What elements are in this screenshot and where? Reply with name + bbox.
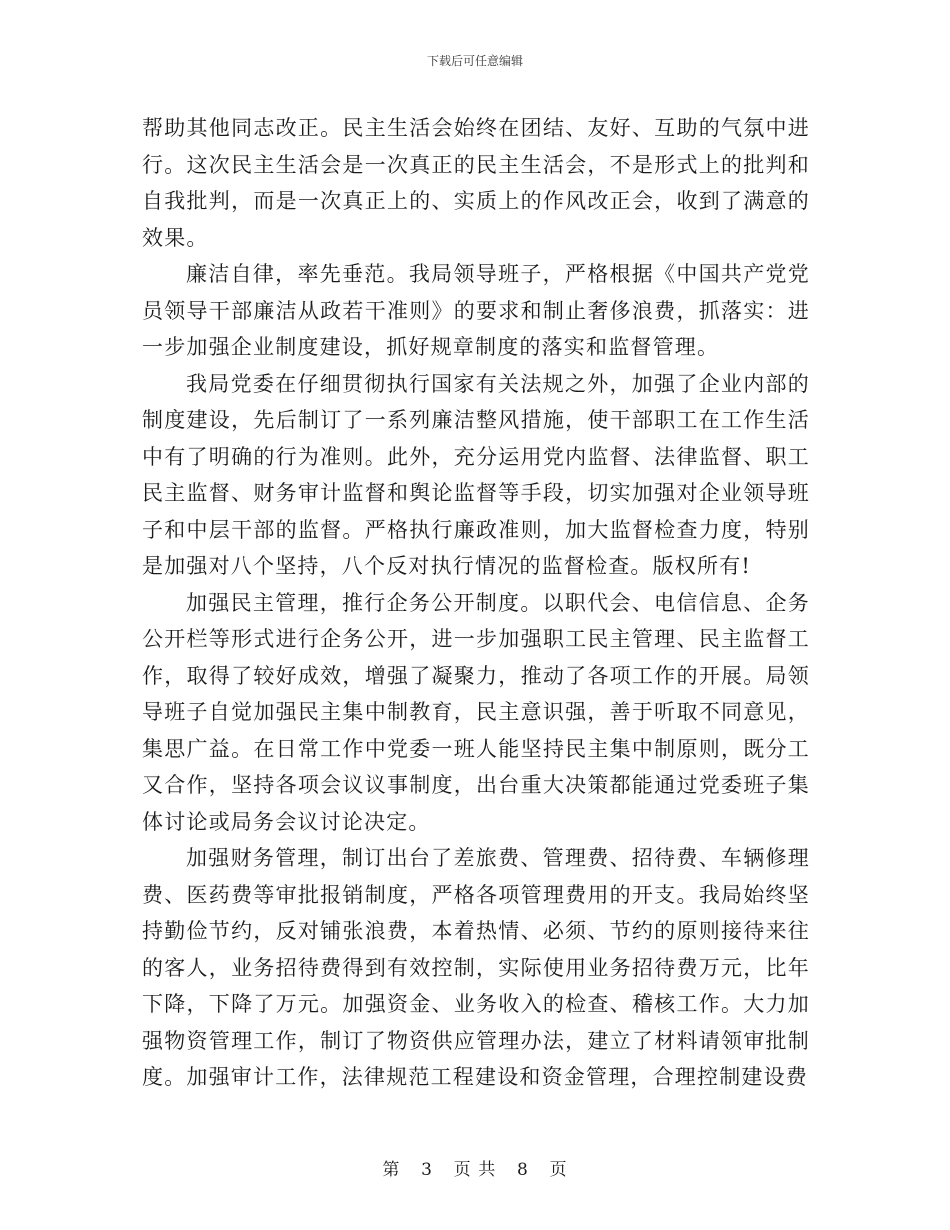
paragraph-3: 我局党委在仔细贯彻执行国家有关法规之外，加强了企业内部的制度建设，先后制订了一系列廉洁整风措施，使干部职工在工作生活中有了明确的行为准则。此外，充分运用党内监督、法律监督、职工民主监督、财务审计监督和舆论监督等手段，切实加强对企业领导班子和中层干部的监督。严格执行廉政准则，加大监督检查力度，特别是加强对八个坚持，八个反对执行情况的监督检查。版权所有! [142, 371, 810, 578]
paragraph-2: 廉洁自律，率先垂范。我局领导班子，严格根据《中国共产党党员领导干部廉洁从政若干准则》的要求和制止奢侈浪费，抓落实：进一步加强企业制度建设，抓好规章制度的落实和监督管理。 [142, 262, 810, 359]
paragraph-1: 帮助其他同志改正。民主生活会始终在团结、友好、互助的气氛中进行。这次民主生活会是一次真正的民主生活会，不是形式上的批判和自我批判，而是一次真正上的、实质上的作风改正会，收到了满意的效果。 [142, 116, 810, 250]
paragraph-4: 加强民主管理，推行企务公开制度。以职代会、电信信息、企务公开栏等形式进行企务公开，进一步加强职工民主管理、民主监督工作，取得了较好成效，增强了凝聚力，推动了各项工作的开展。局领导班子自觉加强民主集中制教育，民主意识强，善于听取不同意见，集思广益。在日常工作中党委一班人能坚持民主集中制原则，既分工又合作，坚持各项会议议事制度，出台重大决策都能通过党委班子集体讨论或局务会议讨论决定。 [142, 590, 810, 834]
header-note: 下载后可任意编辑 [426, 54, 523, 68]
footer-middle: 页 共 [453, 1160, 497, 1180]
footer-suffix: 页 [549, 1160, 568, 1180]
footer-current-page: 3 [421, 1160, 433, 1180]
footer-prefix: 第 [382, 1160, 401, 1180]
page-footer [0, 1155, 950, 1180]
paragraph-5: 加强财务管理，制订出台了差旅费、管理费、招待费、车辆修理费、医药费等审批报销制度，严格各项管理费用的开支。我局始终坚持勤俭节约，反对铺张浪费，本着热情、必须、节约的原则接待来往的客人，业务招待费得到有效控制，实际使用业务招待费万元，比年下降，下降了万元。加强资金、业务收入的检查、稽核工作。大力加强物资管理工作，制订了物资供应管理办法，建立了材料请领审批制度。加强审计工作，法律规范工程建设和资金管理，合理控制建设费 [142, 846, 810, 1089]
body-text [142, 110, 810, 1096]
footer-total-pages: 8 [517, 1160, 529, 1180]
